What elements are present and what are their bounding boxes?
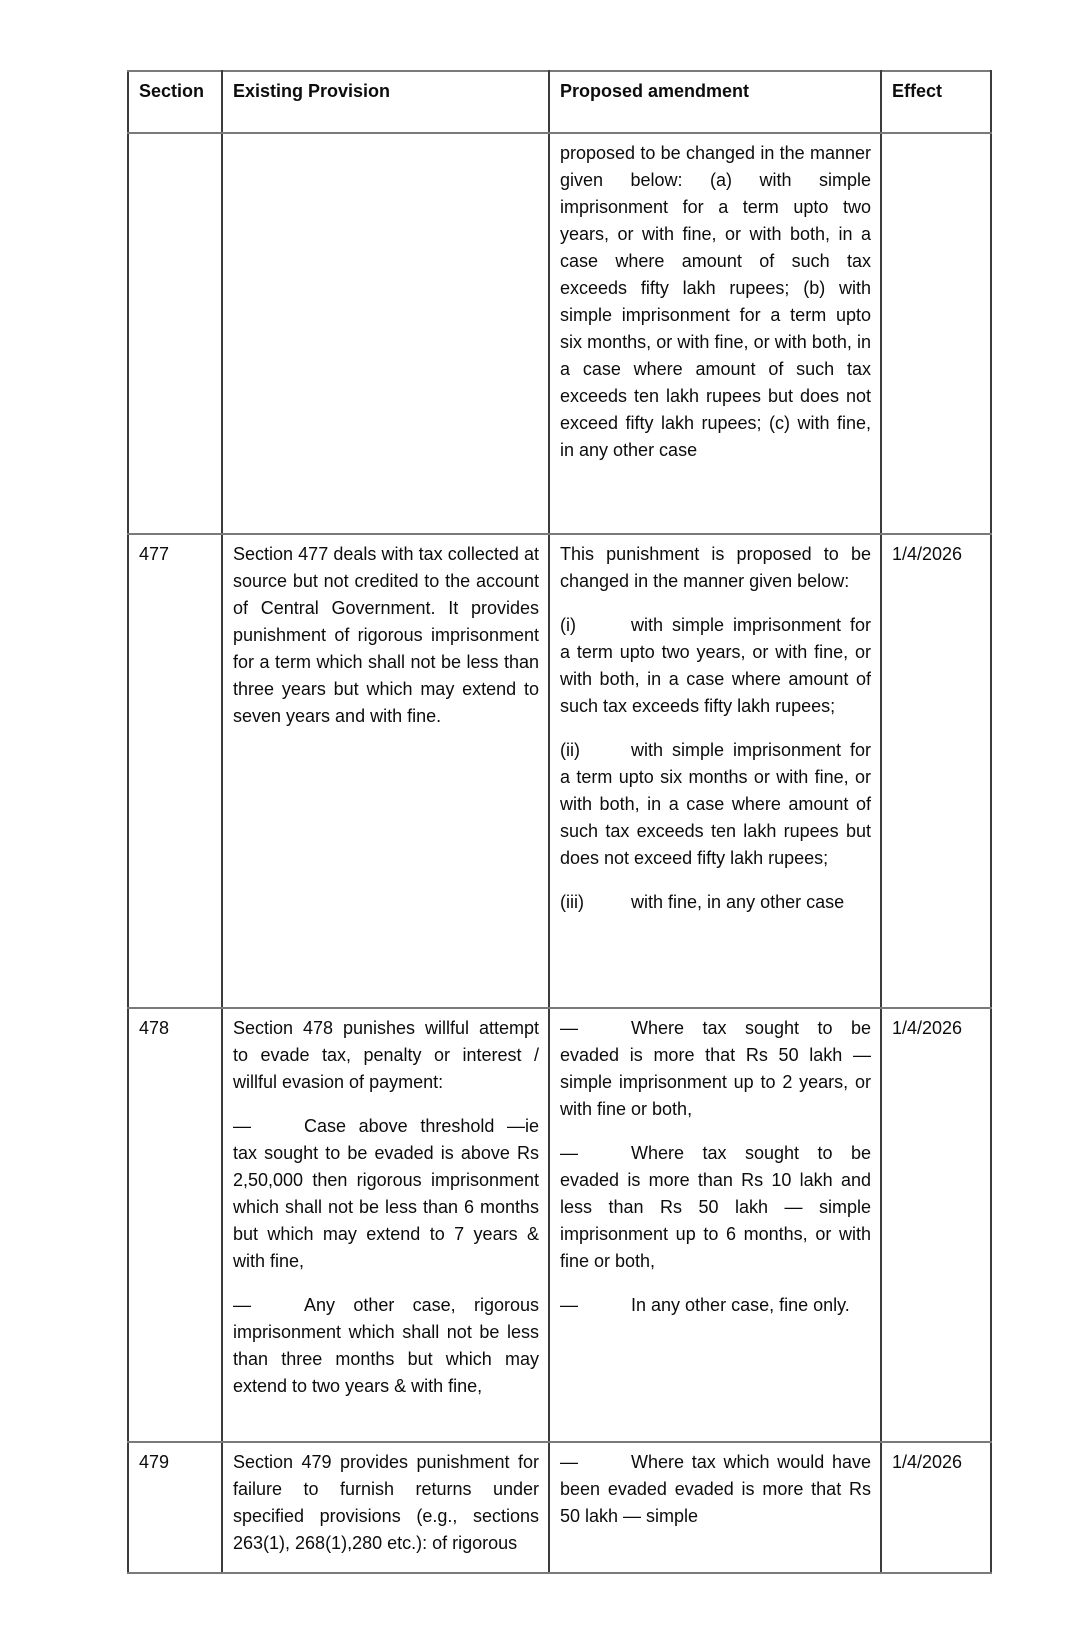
section-cell <box>128 133 222 534</box>
effect-cell <box>881 534 991 1008</box>
paragraph-text: Section 478 punishes willful attempt to evade tax, penalty or interest / willful evasion of payment: <box>233 1018 539 1092</box>
existing-provision-cell <box>222 534 549 1008</box>
cell-paragraph <box>233 1113 539 1275</box>
section-number: 478 <box>139 1018 170 1038</box>
list-marker: — <box>233 1295 251 1315</box>
paragraph-text: proposed to be changed in the manner given below: (a) with simple imprisonment for a term upto two years, or with fine, or with both, in a case where amount of such tax exceeds fifty lakh rupees; (b) with simple imprisonment for a term upto six months, or with fine, or with both, in a case where amount of such tax exceeds ten lakh rupees but does not exceed fifty lakh rupees; (c) with fine, in any other case <box>560 143 871 460</box>
section-number: 477 <box>139 544 170 564</box>
list-marker: — <box>560 1295 578 1315</box>
paragraph-text: Where tax which would have been evaded evaded is more that Rs 50 lakh — simple <box>560 1452 871 1526</box>
list-marker: — <box>560 1143 578 1163</box>
effect-cell <box>881 1442 991 1573</box>
cell-paragraph <box>560 737 871 872</box>
proposed-provision-cell <box>549 1008 881 1442</box>
proposed-text-block <box>560 1449 871 1530</box>
effect-date: 1/4/2026 <box>892 1018 963 1038</box>
cell-paragraph <box>560 140 871 464</box>
column-header-proposed: Proposed amendment <box>549 71 881 133</box>
paragraph-text: Where tax sought to be evaded is more than Rs 10 lakh and less than Rs 50 lakh — simple imprisonment up to 6 months, or with fine or both, <box>560 1143 871 1271</box>
existing-text-block <box>233 541 539 730</box>
list-marker: — <box>233 1116 251 1136</box>
cell-paragraph <box>560 889 871 916</box>
paragraph-text: with simple imprisonment for a term upto six months or with fine, or with both, in a case where amount of such tax exceeds ten lakh rupees but does not exceed fifty lakh rupees; <box>560 740 871 868</box>
table-row <box>128 1008 991 1442</box>
effect-date: 1/4/2026 <box>892 1452 963 1472</box>
existing-text-block <box>233 1449 539 1557</box>
table-row <box>128 1442 991 1573</box>
paragraph-text: Where tax sought to be evaded is more that Rs 50 lakh — simple imprisonment up to 2 years, or with fine or both, <box>560 1018 871 1119</box>
cell-paragraph <box>233 1015 539 1096</box>
cell-paragraph <box>560 1292 871 1319</box>
proposed-text-block <box>560 1015 871 1319</box>
table-row <box>128 133 991 534</box>
paragraph-text: This punishment is proposed to be changed in the manner given below: <box>560 544 871 591</box>
cell-paragraph <box>233 1292 539 1400</box>
column-header-section: Section <box>128 71 222 133</box>
paragraph-text: with simple imprisonment for a term upto two years, or with fine, or with both, in a case where amount of such tax exceeds fifty lakh rupees; <box>560 615 871 716</box>
existing-text-block <box>233 1015 539 1400</box>
paragraph-text: with fine, in any other case <box>631 892 845 912</box>
amendments-table <box>127 70 992 1574</box>
paragraph-text: Section 479 provides punishment for failure to furnish returns under specified provisions (e.g., sections 263(1), 268(1),280 etc.): of rigorous <box>233 1452 539 1553</box>
list-marker: (i) <box>560 615 576 635</box>
list-marker: (ii) <box>560 740 580 760</box>
section-cell <box>128 1442 222 1573</box>
cell-paragraph <box>233 541 539 730</box>
paragraph-text: Section 477 deals with tax collected at source but not credited to the account of Central Government. It provides punishment of rigorous imprisonment for a term which shall not be less than three years but which may extend to seven years and with fine. <box>233 544 539 726</box>
cell-paragraph <box>233 1449 539 1557</box>
table-header-row <box>128 71 991 133</box>
proposed-provision-cell <box>549 1442 881 1573</box>
list-marker: (iii) <box>560 892 584 912</box>
section-number: 479 <box>139 1452 170 1472</box>
cell-paragraph <box>560 541 871 595</box>
proposed-provision-cell <box>549 534 881 1008</box>
cell-paragraph <box>560 1015 871 1123</box>
cell-paragraph <box>560 1449 871 1530</box>
paragraph-text: In any other case, fine only. <box>631 1295 850 1315</box>
effect-cell <box>881 1008 991 1442</box>
paragraph-text: Case above threshold —ie tax sought to be evaded is above Rs 2,50,000 then rigorous imprisonment which shall not be less than 6 months but which may extend to 7 years & with fine, <box>233 1116 539 1271</box>
table-body <box>128 133 991 1573</box>
paragraph-text: Any other case, rigorous imprisonment which shall not be less than three months but which may extend to two years & with fine, <box>233 1295 539 1396</box>
section-cell <box>128 1008 222 1442</box>
cell-paragraph <box>560 1140 871 1275</box>
proposed-provision-cell <box>549 133 881 534</box>
existing-provision-cell <box>222 1442 549 1573</box>
list-marker: — <box>560 1018 578 1038</box>
table-row <box>128 534 991 1008</box>
column-header-existing: Existing Provision <box>222 71 549 133</box>
existing-provision-cell <box>222 133 549 534</box>
list-marker: — <box>560 1452 578 1472</box>
section-cell <box>128 534 222 1008</box>
existing-provision-cell <box>222 1008 549 1442</box>
effect-date: 1/4/2026 <box>892 544 963 564</box>
cell-paragraph <box>560 612 871 720</box>
proposed-text-block <box>560 140 871 464</box>
proposed-text-block <box>560 541 871 916</box>
column-header-effect: Effect <box>881 71 991 133</box>
effect-cell <box>881 133 991 534</box>
